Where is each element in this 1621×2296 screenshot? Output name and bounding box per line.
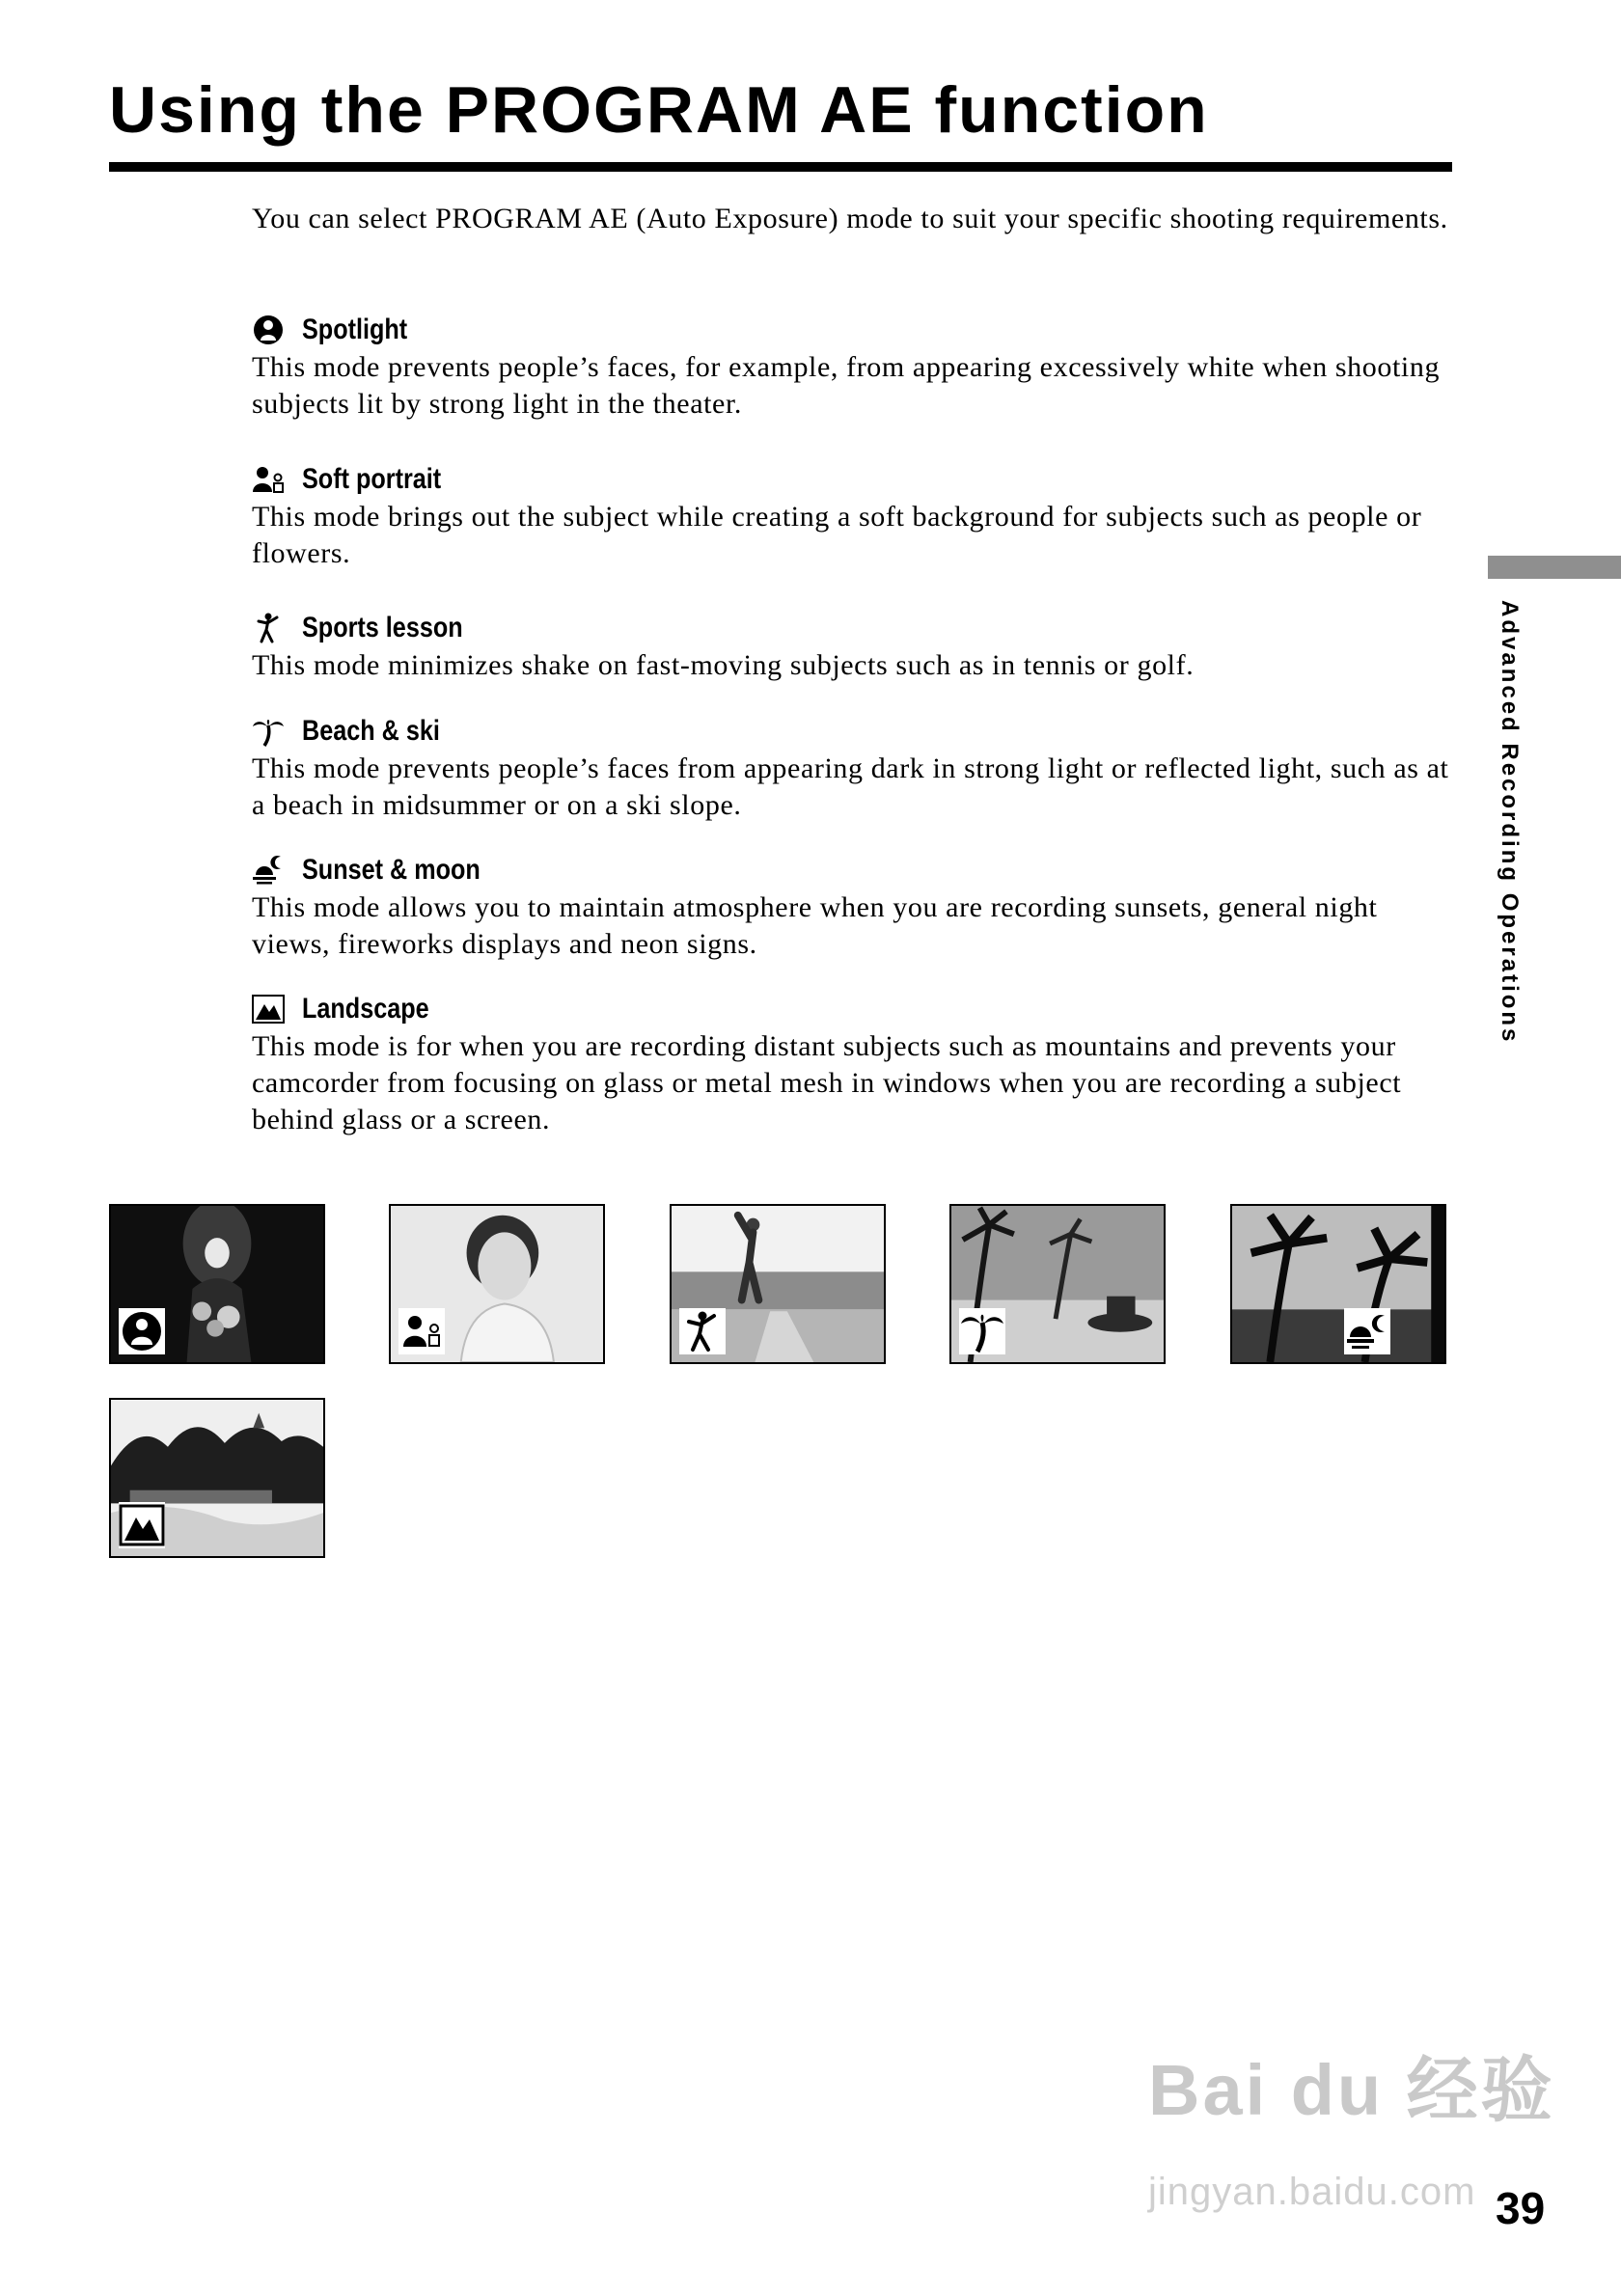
beach-ski-icon (959, 1308, 1005, 1354)
beach-ski-icon (252, 715, 285, 748)
section-label: Advanced Recording Operations (1497, 600, 1523, 1045)
mode-title: Soft portrait (302, 463, 442, 495)
mode-description: This mode allows you to maintain atmosphere when you are recording sunsets, general night views, fireworks displays and neon signs. (252, 891, 1378, 960)
mode-sunset-moon (252, 851, 1458, 963)
mode-title: Landscape (302, 993, 429, 1025)
section-tab-marker (1488, 556, 1621, 579)
mode-description: This mode brings out the subject while creating a soft background for subjects such as people or flowers. (252, 501, 1422, 569)
watermark-brand: Bai du 经验 (1148, 2050, 1555, 2130)
example-photo-beach-ski (949, 1204, 1166, 1364)
mode-title: Sunset & moon (302, 854, 481, 886)
page-title: Using the PROGRAM AE function (109, 73, 1209, 147)
mode-beach-ski (252, 712, 1458, 824)
example-photo-spotlight (109, 1204, 325, 1364)
mode-description: This mode minimizes shake on fast-moving subjects such as in tennis or golf. (252, 649, 1195, 681)
mode-landscape (252, 990, 1458, 1138)
example-photo-landscape (109, 1398, 325, 1558)
mode-title: Sports lesson (302, 612, 463, 643)
example-photo-sunset-moon (1230, 1204, 1446, 1364)
soft-portrait-icon (252, 463, 285, 496)
mode-sports-lesson (252, 609, 1458, 684)
spotlight-icon (252, 314, 285, 346)
example-photo-soft-portrait (389, 1204, 605, 1364)
soft-portrait-icon (398, 1308, 445, 1354)
watermark-url: jingyan.baidu.com (1148, 2171, 1476, 2213)
mode-description: This mode prevents people’s faces, for example, from appearing excessively white when shooting subjects lit by strong light in the theater. (252, 351, 1441, 420)
sports-lesson-icon (252, 612, 285, 644)
intro-text: You can select PROGRAM AE (Auto Exposure) mode to suit your specific shooting requirements. (252, 203, 1448, 234)
mode-title: Spotlight (302, 314, 408, 345)
spotlight-icon (119, 1308, 165, 1354)
sunset-moon-icon (252, 854, 285, 887)
landscape-icon (252, 993, 285, 1025)
example-photo-sports-lesson (670, 1204, 886, 1364)
mode-soft-portrait (252, 460, 1458, 572)
sunset-moon-icon (1344, 1308, 1390, 1354)
landscape-icon (119, 1502, 165, 1548)
page-number: 39 (1496, 2183, 1546, 2233)
mode-description: This mode is for when you are recording distant subjects such as mountains and prevents your camcorder from focusing on glass or metal mesh in windows when you are recording a subject behind glass or a screen. (252, 1030, 1402, 1135)
mode-description: This mode prevents people’s faces from appearing dark in strong light or reflected light, such as at a beach in midsummer or on a ski slope. (252, 752, 1449, 821)
sports-lesson-icon (679, 1308, 726, 1354)
mode-spotlight (252, 311, 1458, 423)
title-rule (109, 162, 1452, 172)
mode-title: Beach & ski (302, 715, 440, 747)
